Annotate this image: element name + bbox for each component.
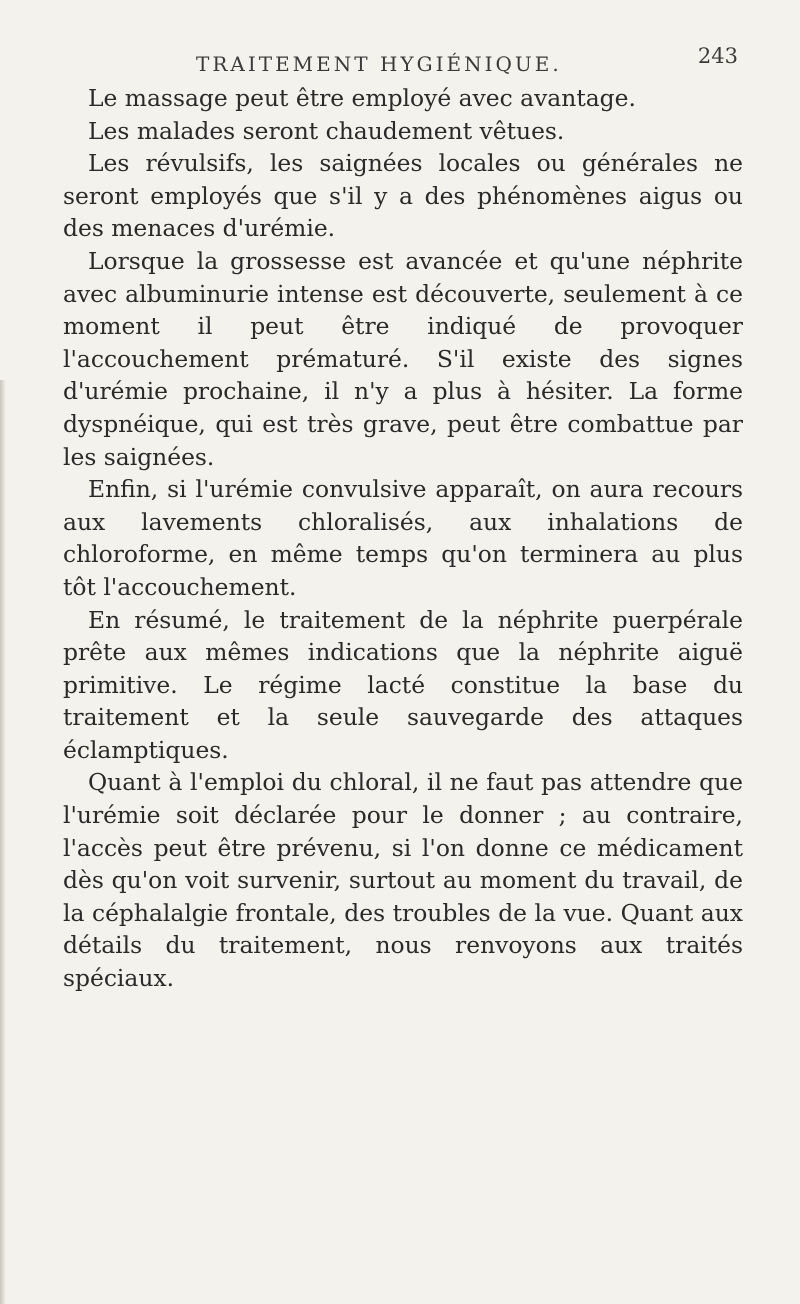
page-number: 243 xyxy=(697,44,738,68)
paragraph-revulsifs: Les révulsifs, les saignées locales ou générales ne seront employés que s'il y a des phénomènes aigus ou des menaces d'urémie. xyxy=(63,149,743,243)
paragraph-resume: En résumé, le traitement de la néphrite puerpérale prête aux mêmes indications que la néphrite aiguë primitive. Le régime lacté constitue la base du traitement et la seule sauvegarde des attaques éclamptiques. xyxy=(63,605,743,764)
page-header xyxy=(60,44,740,86)
paragraph-chloral: Quant à l'emploi du chloral, il ne faut pas attendre que l'urémie soit déclarée pour le donner ; au contraire, l'accès peut être prévenu, si l'on donne ce médicament dès qu'on voit survenir, surtout au moment du travail, de la céphalalgie frontale, des troubles de la vue. Quant aux détails du traitement, nous renvoyons aux traités spéciaux. xyxy=(63,768,743,993)
paragraph-uremie-convulsive: Enfin, si l'urémie convulsive apparaît, on aura recours aux lavements chloralisés, aux inhalations de chloroforme, en même temps qu'on terminera au plus tôt l'accouchement. xyxy=(63,475,743,601)
body-text xyxy=(63,82,743,995)
running-title: TRAITEMENT HYGIÉNIQUE. xyxy=(196,52,562,76)
page-edge-shadow xyxy=(0,380,6,1304)
paragraph-grossesse: Lorsque la grossesse est avancée et qu'une néphrite avec albuminurie intense est découverte, seulement à ce moment il peut être indiqué de provoquer l'accouchement prématuré. S'il existe des signes d'urémie prochaine, il n'y a plus à hésiter. La forme dyspnéique, qui est très grave, peut être combattue par les saignées. xyxy=(63,246,743,471)
paragraph-massage: Le massage peut être employé avec avantage. xyxy=(88,84,636,112)
paragraph-clothing: Les malades seront chaudement vêtues. xyxy=(88,116,565,145)
